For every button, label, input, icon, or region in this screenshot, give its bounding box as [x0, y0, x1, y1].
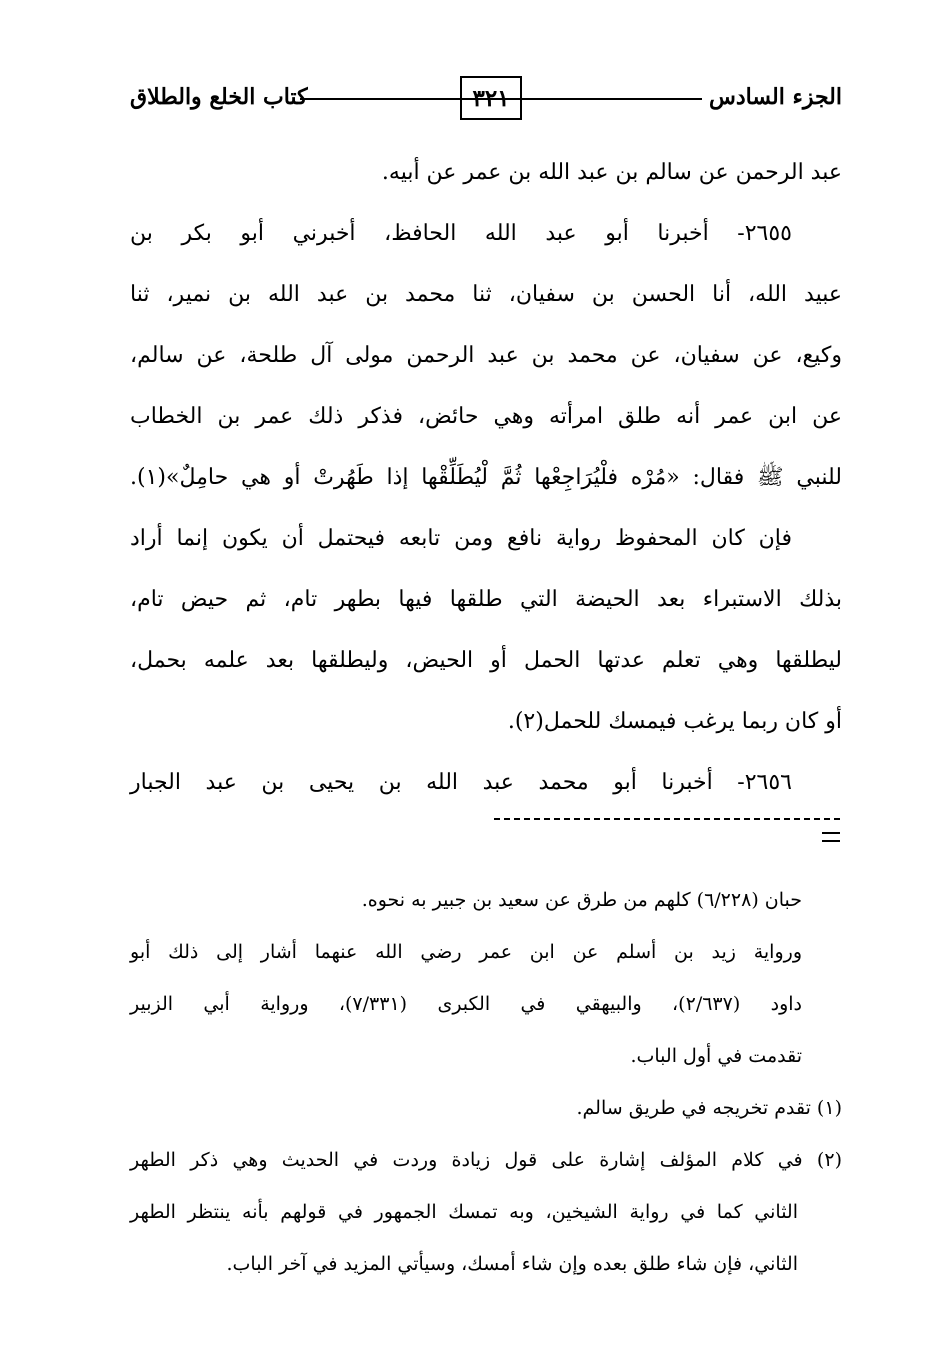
footnote-line: الثاني كما في رواية الشيخين، وبه تمسك الجمهور في قولهم بأنه ينتظر الطهر — [130, 1201, 798, 1223]
footnote-line: تقدمت في أول الباب. — [630, 1045, 802, 1067]
footnote-1: (١) تقدم تخريجه في طريق سالم. — [576, 1097, 842, 1119]
text-line: عبد الرحمن عن سالم بن عبد الله بن عمر عن أبيه. — [381, 160, 842, 185]
footnote-2: (٢) في كلام المؤلف إشارة على قول زيادة وردت في الحديث وهي ذكر الطهر — [130, 1149, 842, 1171]
hadith-2656-line: ٢٦٥٦- أخبرنا أبو محمد عبد الله بن يحيى بن عبد الجبار — [130, 770, 792, 795]
hadith-2655-line: ٢٦٥٥- أخبرنا أبو عبد الله الحافظ، أخبرني أبو بكر بن — [130, 221, 792, 246]
header-rule-left — [300, 98, 516, 100]
footnote-line: حبان (٦/٢٢٨) كلهم من طرق عن سعيد بن جبير به نحوه. — [361, 889, 802, 911]
text-line: عن ابن عمر أنه طلق امرأته وهي حائض، فذكر ذلك عمر بن الخطاب — [130, 404, 842, 429]
text-line: عبيد الله، أنا الحسن بن سفيان، ثنا محمد بن عبد الله بن نمير، ثنا — [130, 282, 842, 307]
page-header — [130, 70, 842, 130]
text-line: بذلك الاستبراء بعد الحيضة التي طلقها فيها بطهر تام، ثم حيض تام، — [130, 587, 842, 612]
text-line: وكيع، عن سفيان، عن محمد بن عبد الرحمن مولى آل طلحة، عن سالم، — [130, 343, 842, 368]
footnote-line: ورواية زيد بن أسلم عن ابن عمر رضي الله عنهما أشار إلى ذلك أبو — [130, 941, 802, 963]
continuation-mark — [822, 832, 840, 842]
footnotes — [130, 882, 842, 1298]
volume-label: الجزء السادس — [709, 84, 842, 110]
text-line: للنبي ﷺ فقال: «مُرْه فلْيُرَاجِعْها ثُمَّ لْيُطَلِّقْها إذا طَهُرتْ أو هي حامِلٌ»(١). — [130, 465, 842, 490]
main-text — [130, 152, 842, 823]
book-title: كتاب الخلع والطلاق — [130, 84, 308, 110]
page-number: ٣٢١ — [460, 76, 522, 120]
footnote-line: داود (٢/٦٣٧)، والبيهقي في الكبرى (٧/٣٣١)، ورواية أبي الزبير — [130, 993, 803, 1015]
commentary-line: فإن كان المحفوظ رواية نافع ومن تابعه فيحتمل أن يكون إنما أراد — [130, 526, 792, 551]
text-line: أو كان ربما يرغب فيمسك للحمل(٢). — [507, 709, 842, 734]
footnote-separator — [494, 818, 840, 820]
footnote-line: الثاني، فإن شاء طلق بعده وإن شاء أمسك، وسيأتي المزيد في آخر الباب. — [226, 1253, 798, 1275]
header-rule-right — [516, 98, 702, 100]
text-line: ليطلقها وهي تعلم عدتها الحمل أو الحيض، وليطلقها بعد علمه بحمل، — [130, 648, 842, 673]
